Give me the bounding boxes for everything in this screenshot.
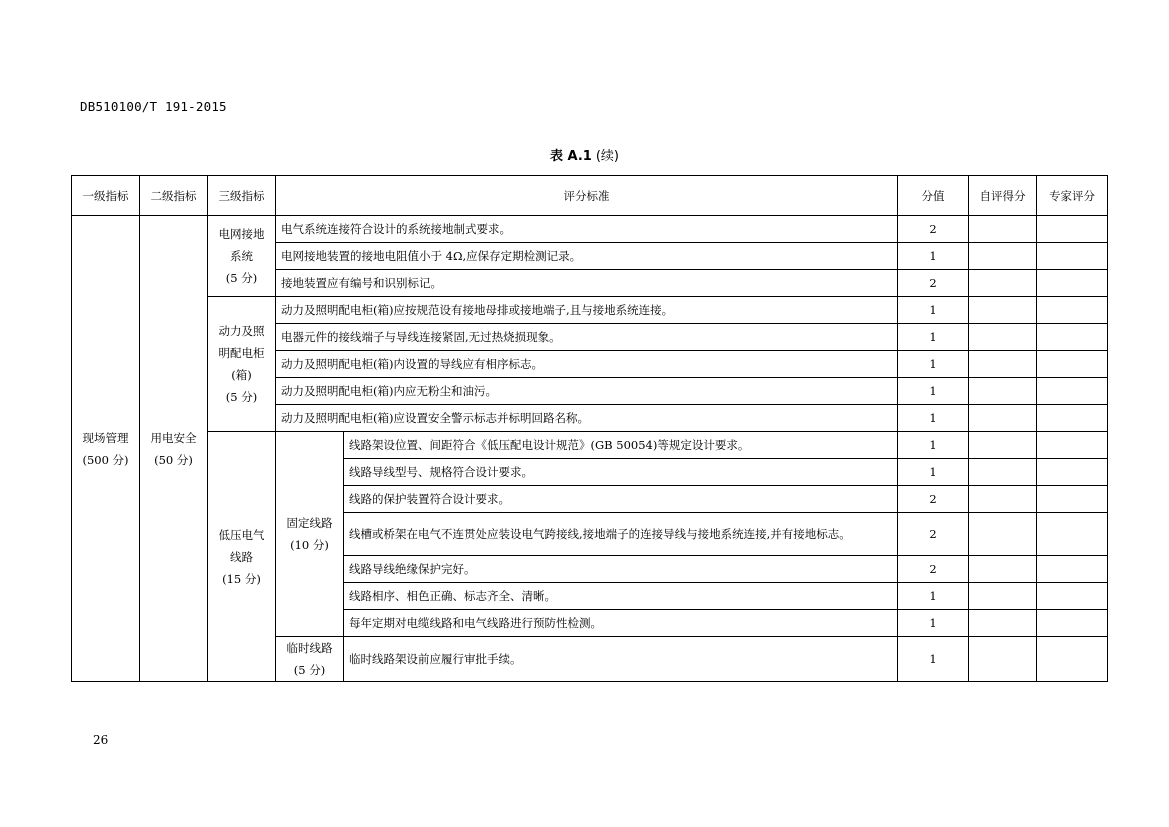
score-cell: 1 [898,610,969,637]
self-score-cell[interactable] [969,583,1037,610]
expert-score-cell[interactable] [1037,513,1108,556]
expert-score-cell[interactable] [1037,432,1108,459]
criterion-cell: 线槽或桥架在电气不连贯处应装设电气跨接线,接地端子的连接导线与接地系统连接,并有接地标志。 [344,513,898,556]
expert-score-cell[interactable] [1037,486,1108,513]
column-header-self-score: 自评得分 [969,176,1037,216]
table-header-row [72,176,1108,216]
table-title: 表 A.1 [550,149,592,164]
subgroup-points: (5 分) [293,663,326,677]
level3-points: (5 分) [225,390,258,404]
table-row [72,432,1108,459]
level3-name-line: 明配电柜 [218,346,265,360]
level2-points: (50 分) [154,452,193,467]
score-cell: 2 [898,556,969,583]
self-score-cell[interactable] [969,405,1037,432]
self-score-cell[interactable] [969,513,1037,556]
self-score-cell[interactable] [969,351,1037,378]
subgroup-name: 固定线路 [286,516,333,530]
column-header-level3: 三级指标 [208,176,276,216]
criterion-cell: 动力及照明配电柜(箱)应按规范设有接地母排或接地端子,且与接地系统连接。 [276,297,898,324]
expert-score-cell[interactable] [1037,243,1108,270]
expert-score-cell[interactable] [1037,405,1108,432]
level3-cell-grounding [208,216,276,297]
table-caption [0,145,1169,164]
self-score-cell[interactable] [969,297,1037,324]
score-cell: 1 [898,459,969,486]
score-cell: 2 [898,270,969,297]
subgroup-cell-temporary [276,637,344,682]
self-score-cell[interactable] [969,459,1037,486]
level3-name-line: (箱) [231,368,252,382]
score-cell: 1 [898,351,969,378]
standard-code: DB510100/T 191-2015 [80,99,227,114]
criterion-cell: 线路导线绝缘保护完好。 [344,556,898,583]
table-continued-note: (续) [595,149,619,164]
criterion-cell: 电气系统连接符合设计的系统接地制式要求。 [276,216,898,243]
level3-points: (5 分) [225,271,258,285]
table-row [72,216,1108,243]
column-header-level2: 二级指标 [140,176,208,216]
level3-cell-cabinet [208,297,276,432]
criterion-cell: 电网接地装置的接地电阻值小于 4Ω,应保存定期检测记录。 [276,243,898,270]
criterion-cell: 线路导线型号、规格符合设计要求。 [344,459,898,486]
self-score-cell[interactable] [969,324,1037,351]
expert-score-cell[interactable] [1037,637,1108,682]
criterion-cell: 动力及照明配电柜(箱)内设置的导线应有相序标志。 [276,351,898,378]
level2-cell [140,216,208,682]
self-score-cell[interactable] [969,556,1037,583]
level1-cell [72,216,140,682]
criterion-cell: 接地装置应有编号和识别标记。 [276,270,898,297]
score-cell: 2 [898,513,969,556]
score-cell: 1 [898,297,969,324]
column-header-criteria: 评分标准 [276,176,898,216]
level1-name: 现场管理 [82,430,129,445]
scoring-table [71,175,1108,682]
score-cell: 2 [898,216,969,243]
subgroup-name: 临时线路 [286,641,333,655]
column-header-level1: 一级指标 [72,176,140,216]
column-header-expert-score: 专家评分 [1037,176,1108,216]
criterion-cell: 线路相序、相色正确、标志齐全、清晰。 [344,583,898,610]
expert-score-cell[interactable] [1037,351,1108,378]
table-row [72,297,1108,324]
self-score-cell[interactable] [969,486,1037,513]
score-cell: 1 [898,432,969,459]
page-number: 26 [93,733,109,747]
self-score-cell[interactable] [969,378,1037,405]
score-cell: 1 [898,405,969,432]
expert-score-cell[interactable] [1037,459,1108,486]
level3-name-line: 低压电气 [218,527,265,542]
subgroup-cell-fixed [276,432,344,637]
self-score-cell[interactable] [969,243,1037,270]
self-score-cell[interactable] [969,432,1037,459]
self-score-cell[interactable] [969,610,1037,637]
expert-score-cell[interactable] [1037,324,1108,351]
criterion-cell: 每年定期对电缆线路和电气线路进行预防性检测。 [344,610,898,637]
level3-name-line: 动力及照 [218,324,265,338]
self-score-cell[interactable] [969,270,1037,297]
expert-score-cell[interactable] [1037,556,1108,583]
expert-score-cell[interactable] [1037,216,1108,243]
expert-score-cell[interactable] [1037,297,1108,324]
expert-score-cell[interactable] [1037,583,1108,610]
score-cell: 2 [898,486,969,513]
level3-points: (15 分) [222,571,261,586]
criterion-cell: 电器元件的接线端子与导线连接紧固,无过热烧损现象。 [276,324,898,351]
criterion-cell: 线路架设位置、间距符合《低压配电设计规范》(GB 50054)等规定设计要求。 [344,432,898,459]
level2-name: 用电安全 [150,430,197,445]
score-cell: 1 [898,378,969,405]
score-cell: 1 [898,243,969,270]
criterion-cell: 动力及照明配电柜(箱)内应无粉尘和油污。 [276,378,898,405]
level3-cell-lowvoltage [208,432,276,682]
self-score-cell[interactable] [969,216,1037,243]
level3-name-line: 系统 [230,249,253,263]
level3-name-line: 电网接地 [218,227,265,241]
self-score-cell[interactable] [969,637,1037,682]
column-header-score: 分值 [898,176,969,216]
expert-score-cell[interactable] [1037,270,1108,297]
level1-points: (500 分) [82,452,129,467]
expert-score-cell[interactable] [1037,378,1108,405]
criterion-cell: 临时线路架设前应履行审批手续。 [344,637,898,682]
score-cell: 1 [898,637,969,682]
level3-name-line: 线路 [230,549,253,564]
score-cell: 1 [898,324,969,351]
expert-score-cell[interactable] [1037,610,1108,637]
criterion-cell: 线路的保护装置符合设计要求。 [344,486,898,513]
score-cell: 1 [898,583,969,610]
criterion-cell: 动力及照明配电柜(箱)应设置安全警示标志并标明回路名称。 [276,405,898,432]
subgroup-points: (10 分) [290,538,329,552]
